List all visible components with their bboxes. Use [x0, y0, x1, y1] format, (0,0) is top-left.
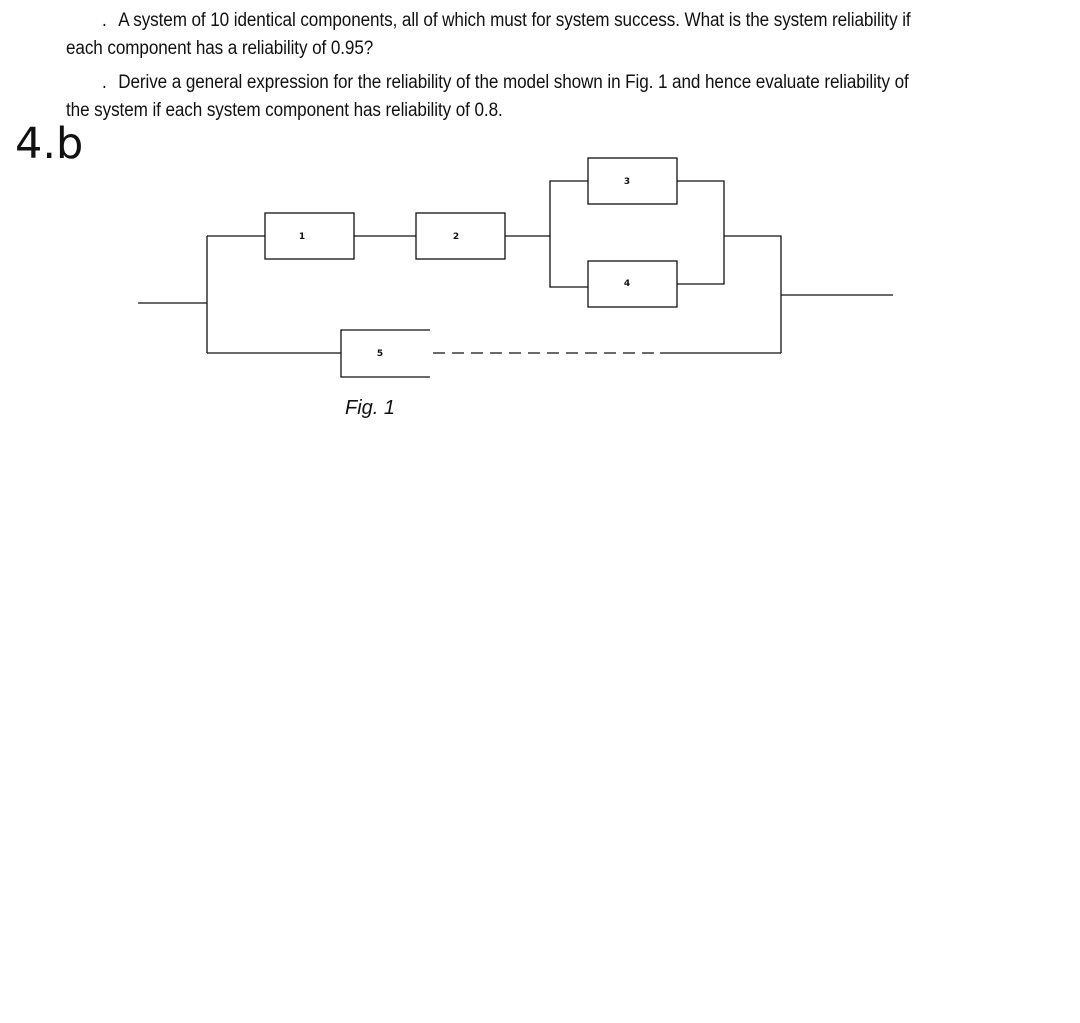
block-3 — [588, 158, 677, 204]
block-1 — [265, 213, 354, 259]
wire-to-block-3 — [550, 181, 588, 236]
question-2-bullet: . — [102, 72, 107, 93]
wire-to-block-4 — [550, 236, 588, 287]
parallel-merge-wire — [677, 181, 724, 284]
question-2-text: Derive a general expression for the reliability of the model shown in Fig. 1 and hence evaluate reliability of — [118, 72, 909, 93]
question-1-bullet: . — [102, 10, 107, 31]
block-4 — [588, 261, 677, 307]
block-1-label: 1 — [298, 232, 306, 242]
right-join-wire — [724, 236, 781, 353]
block-5-label: 5 — [376, 349, 384, 359]
figure-caption: Fig. 1 — [345, 397, 396, 419]
question-1-line-2: each component has a reliability of 0.95? — [66, 38, 374, 59]
block-5 — [341, 330, 430, 377]
question-1-text: A system of 10 identical components, all of which must for system success. What is the system reliability if — [118, 10, 911, 31]
block-2 — [416, 213, 505, 259]
question-number: 4.b — [15, 119, 84, 169]
block-3-label: 3 — [623, 177, 631, 187]
question-2-line-2: the system if each system component has reliability of 0.8. — [66, 100, 503, 121]
block-2-label: 2 — [452, 232, 460, 242]
block-4-label: 4 — [623, 279, 631, 289]
